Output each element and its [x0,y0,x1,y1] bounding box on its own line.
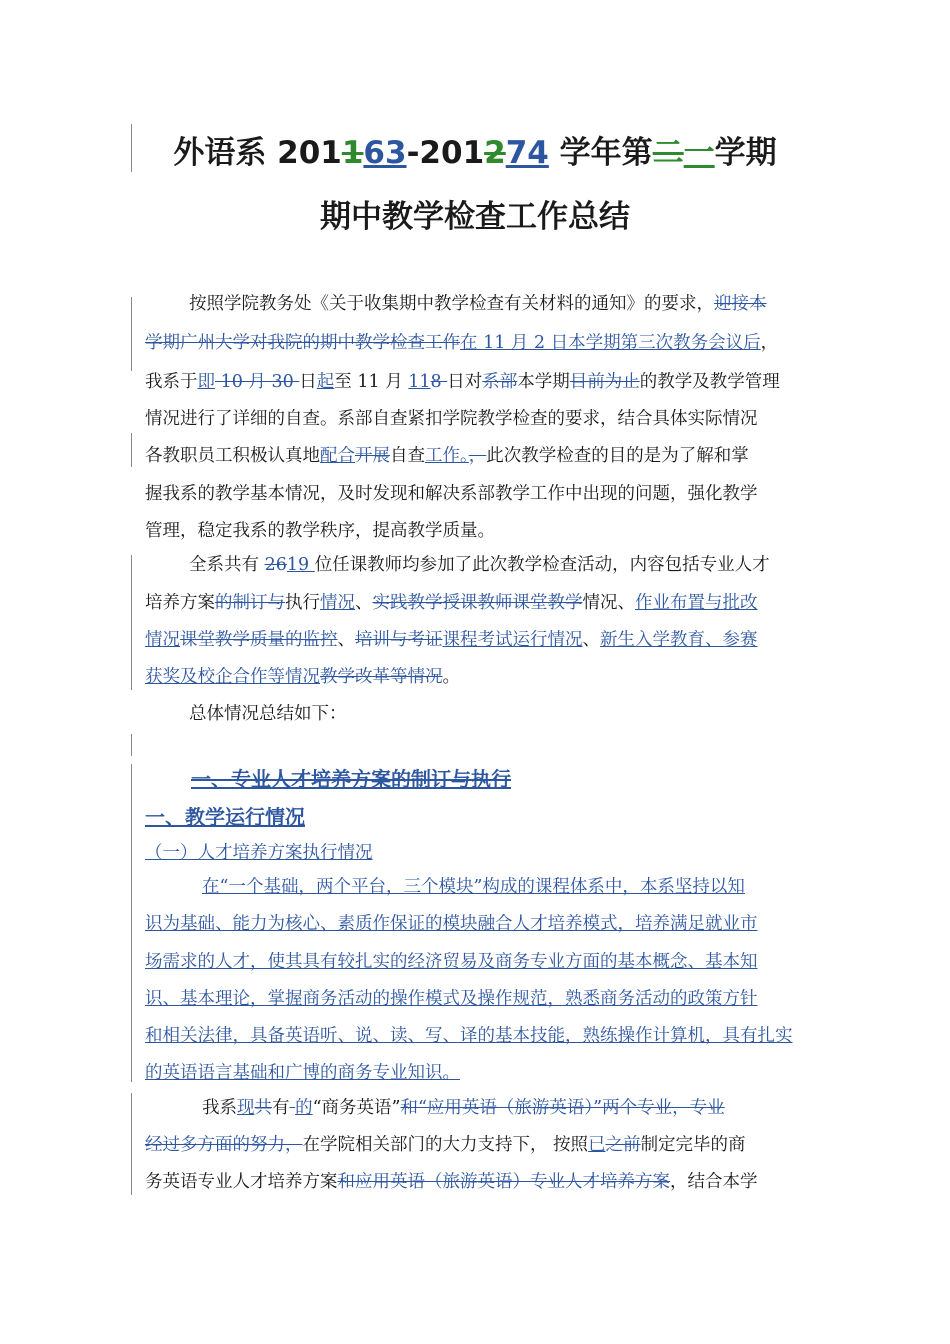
para1-line-2: 学期广州大学对我院的期中教学检查工作在 11 月 2 日本学期第三次教务会议后， [145,333,779,353]
para1-line-1: 按照学院教务处《关于收集期中教学检查有关材料的通知》的要求，迎接本 [189,294,767,314]
subheading: （一）人才培养方案执行情况 [145,843,373,863]
para2-line-4: 获奖及校企合作等情况教学改革等情况。 [145,667,460,687]
para1-line-5: 各教职员工积极认真地配合开展自查工作。，此次教学检查的目的是为了解和掌 [145,446,749,466]
heading-deleted: 一、专业人才培养方案的制订与执行 [191,767,511,791]
change-bar [131,297,132,371]
heading-inserted: 一、教学运行情况 [145,805,305,829]
para4-line-5: 和相关法律，具备英语听、说、读、写、译的基本技能，熟练操作计算机，具有扎实 [145,1026,793,1046]
para4-line-6: 的英语语言基础和广博的商务专业知识。 [145,1063,460,1083]
change-bar [131,1093,132,1195]
para1-line-4: 情况进行了详细的自查。系部自查紧扣学院教学检查的要求，结合具体实际情况 [145,409,758,429]
para1-line-7: 管理，稳定我系的教学秩序，提高教学质量。 [145,521,495,541]
para5-line-1: 我系现共有 的“商务英语”和“应用英语（旅游英语）”两个专业，专业 [202,1098,725,1118]
para4-line-1: 在“一个基础，两个平台，三个模块”构成的课程体系中，本系坚持以知 [202,877,745,897]
para1-line-3: 我系于即 10 月 30 日起至 11 月 118 日对系部本学期目前为止的教学及教学管理 [145,372,780,392]
para2-line-3: 情况课堂教学质量的监控、培训与考证课程考试运行情况、新生入学教育、参赛 [145,630,758,650]
para2-line-2: 培养方案的制订与执行情况、实践教学授课教师课堂教学情况、作业布置与批改 [145,593,758,613]
para3: 总体情况总结如下： [189,704,347,724]
para4-line-2: 识为基础、能力为核心、素质作保证的模块融合人才培养模式，培养满足就业市 [145,914,758,934]
title-line-1: 外语系 201163-201274 学年第二一学期 [173,135,777,171]
change-bar [131,764,132,1082]
para4-line-4: 识、基本理论，掌握商务活动的操作模式及操作规范，熟悉商务活动的政策方针 [145,989,758,1009]
change-bar [131,734,132,756]
change-bar [131,555,132,690]
para5-line-3: 务英语专业人才培养方案和应用英语（旅游英语）专业人才培养方案，结合本学 [145,1172,758,1192]
para5-line-2: 经过多方面的努力，在学院相关部门的大力支持下， 按照已之前制定完毕的商 [145,1135,746,1155]
para1-line-6: 握我系的教学基本情况，及时发现和解决系部教学工作中出现的问题，强化教学 [145,484,758,504]
para2-line-1: 全系共有 2619 位任课教师均参加了此次教学检查活动，内容包括专业人才 [189,555,770,575]
change-bar [131,433,132,467]
title-line-2: 期中教学检查工作总结 [320,199,630,235]
para4-line-3: 场需求的人才，使其具有较扎实的经济贸易及商务专业方面的基本概念、基本知 [145,952,758,972]
